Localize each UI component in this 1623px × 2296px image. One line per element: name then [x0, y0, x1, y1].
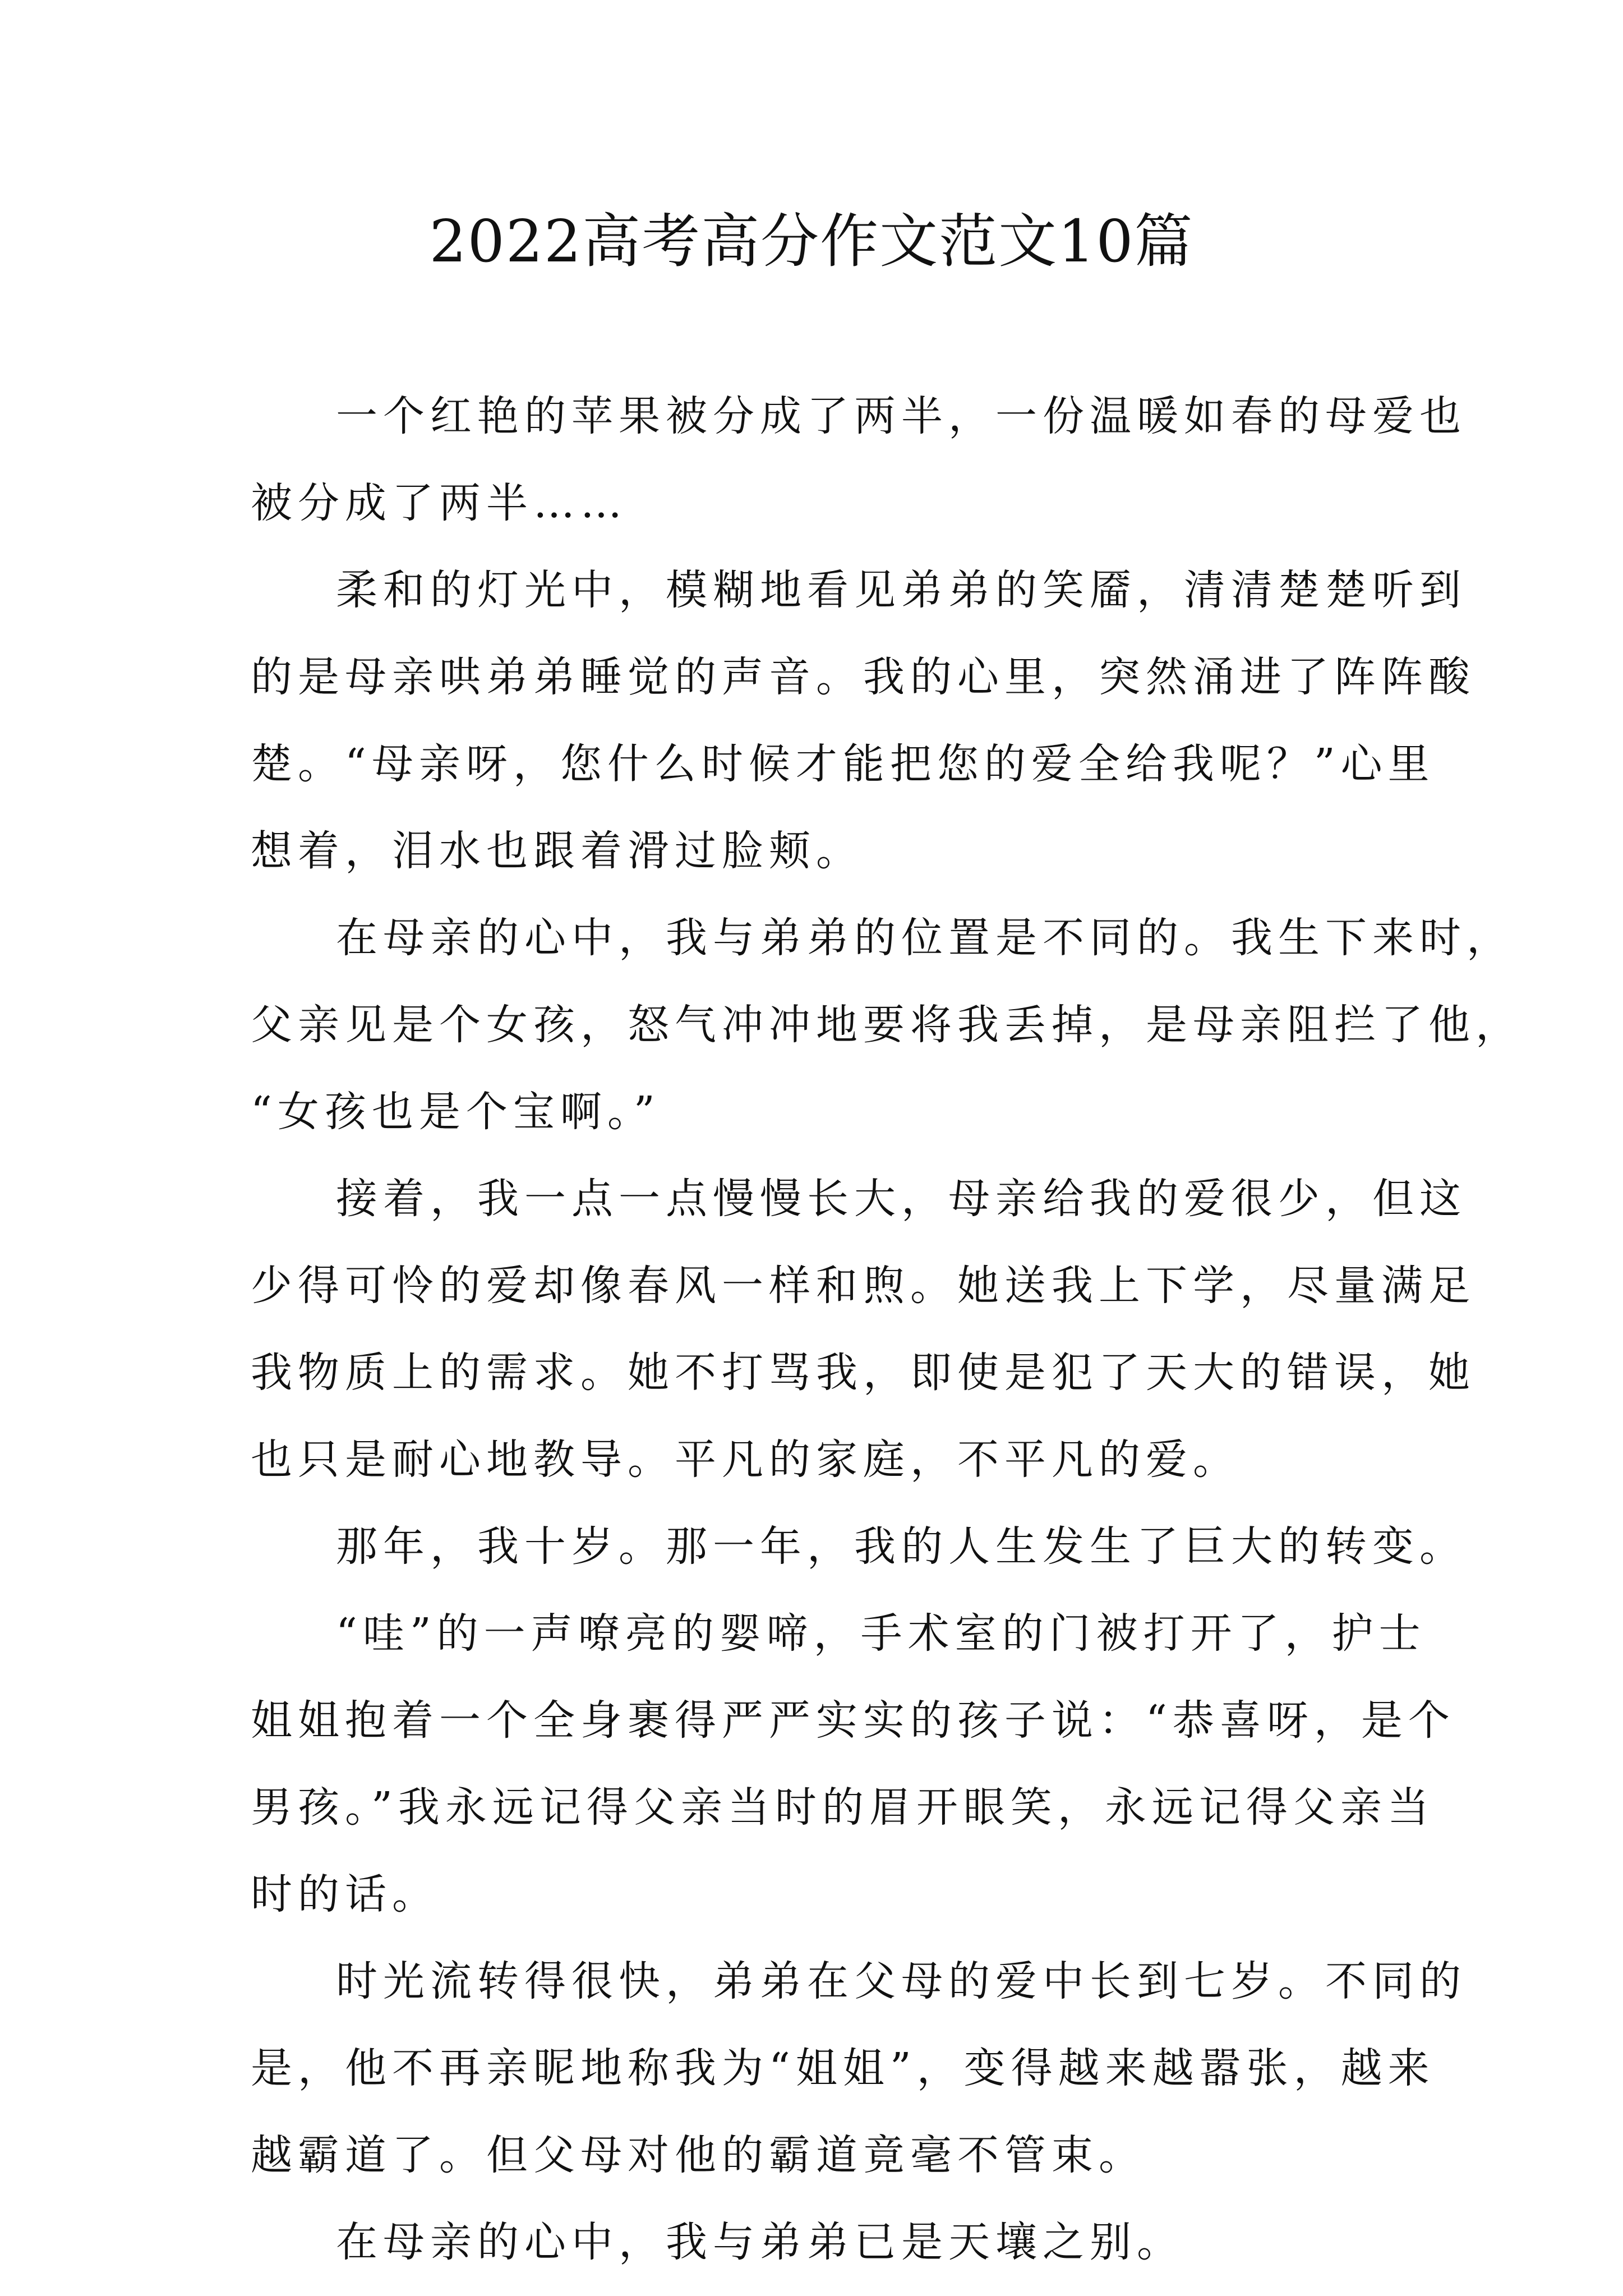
text-line: 楚。“母亲呀，您什么时候才能把您的爱全给我呢？”心里 [251, 740, 1435, 788]
text-line: 也只是耐心地教导。平凡的家庭，不平凡的爱。 [251, 1435, 1240, 1484]
text-line: 想着，泪水也跟着滑过脸颊。 [251, 827, 863, 875]
text-line: 越霸道了。但父母对他的霸道竟毫不管束。 [251, 2131, 1146, 2179]
text-line: 男孩。”我永远记得父亲当时的眉开眼笑，永远记得父亲当 [251, 1783, 1435, 1832]
text-line: 时的话。 [251, 1870, 439, 1918]
text-line: 姐姐抱着一个全身裹得严严实实的孩子说：“恭喜呀，是个 [251, 1696, 1455, 1745]
text-line: 在母亲的心中，我与弟弟的位置是不同的。我生下来时， [336, 914, 1514, 962]
document-title: 2022高考高分作文范文10篇 [429, 207, 1194, 275]
text-line: 那年，我十岁。那一年，我的人生发生了巨大的转变。 [336, 1522, 1467, 1571]
text-line: 我物质上的需求。她不打骂我，即使是犯了天大的错误，她 [251, 1349, 1476, 1397]
text-line: 少得可怜的爱却像春风一样和煦。她送我上下学，尽量满足 [251, 1262, 1476, 1310]
text-line: 柔和的灯光中，模糊地看见弟弟的笑靥，清清楚楚听到 [336, 566, 1467, 614]
text-line: 被分成了两半…… [251, 479, 628, 527]
text-line: 父亲见是个女孩，怒气冲冲地要将我丢掉，是母亲阻拦了他， [251, 1001, 1523, 1049]
document-body [251, 373, 1523, 2286]
text-line: 一个红艳的苹果被分成了两半，一份温暖如春的母爱也 [336, 392, 1467, 440]
text-line: 时光流转得很快，弟弟在父母的爱中长到七岁。不同的 [336, 1957, 1467, 2005]
text-line: 的是母亲哄弟弟睡觉的声音。我的心里，突然涌进了阵阵酸 [251, 653, 1476, 701]
text-line: 是，他不再亲昵地称我为“姐姐”，变得越来越嚣张，越来 [251, 2044, 1435, 2092]
text-line: 在母亲的心中，我与弟弟已是天壤之别。 [336, 2218, 1184, 2266]
text-line: “哇”的一声嘹亮的婴啼，手术室的门被打开了，护士 [336, 1609, 1426, 1658]
text-line: 接着，我一点一点慢慢长大，母亲给我的爱很少，但这 [336, 1175, 1467, 1223]
text-line: “女孩也是个宝啊。” [251, 1088, 661, 1136]
